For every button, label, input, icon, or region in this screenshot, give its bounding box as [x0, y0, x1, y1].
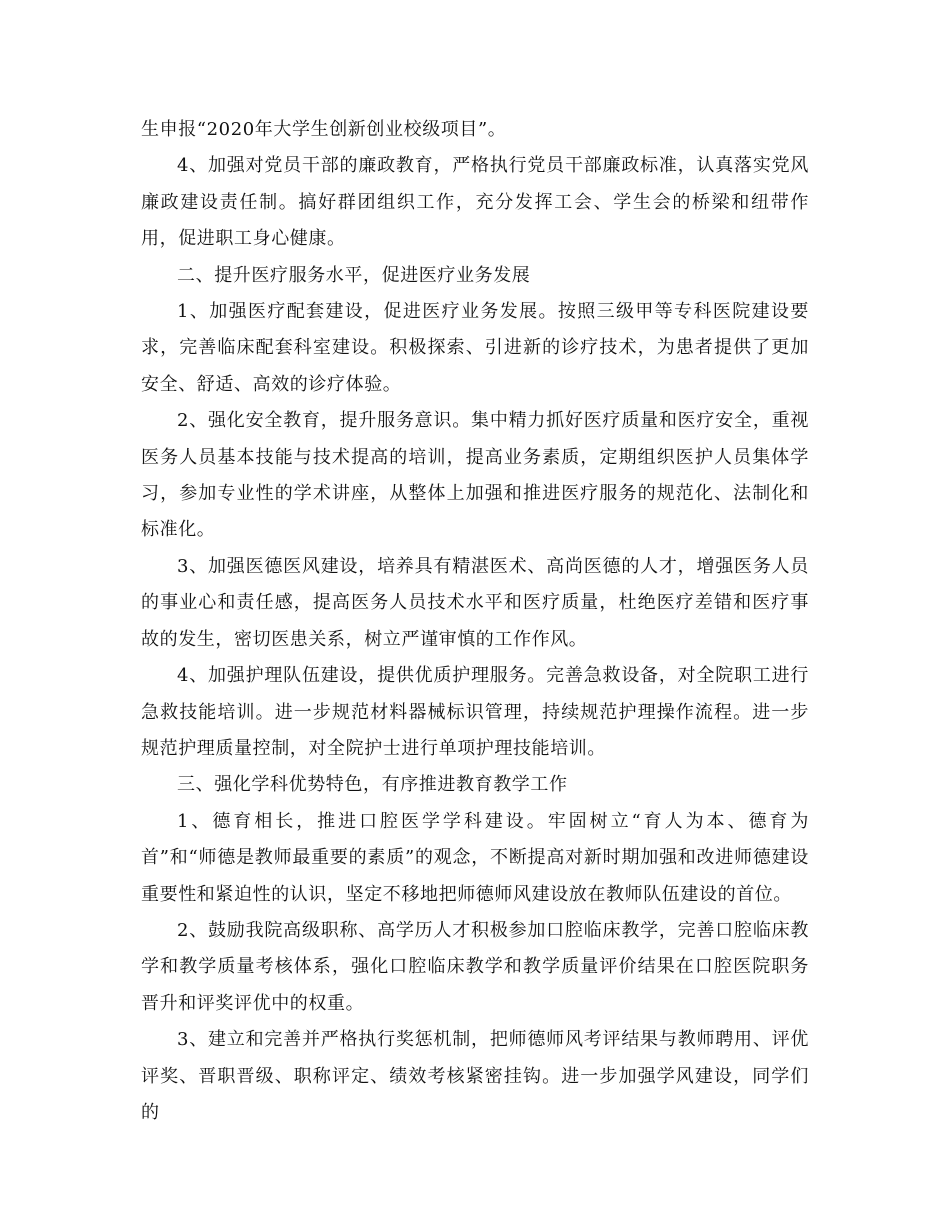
paragraph-medical-facilities: 1、加强医疗配套建设，促进医疗业务发展。按照三级甲等专科医院建设要求，完善临床配套科室建设。积极探索、引进新的诊疗技术，为患者提供了更加安全、舒适、高效的诊疗体验。: [141, 301, 809, 395]
paragraph-reward-mechanism: 3、建立和完善并严格执行奖惩机制，把师德师风考评结果与教师聘用、评优评奖、晋职晋级、职称评定、绩效考核紧密挂钩。进一步加强学风建设，同学们的: [141, 1029, 809, 1123]
paragraph-safety-education: 2、强化安全教育，提升服务意识。集中精力抓好医疗质量和医疗安全，重视医务人员基本技能与技术提高的培训，提高业务素质，定期组织医护人员集体学习，参加专业性的学术讲座，从整体上加强和推进医疗服务的规范化、法制化和标准化。: [141, 410, 809, 541]
section-heading-medical-service: 二、提升医疗服务水平，促进医疗业务发展: [177, 264, 531, 286]
paragraph-nursing-team: 4、加强护理队伍建设，提供优质护理服务。完善急救设备，对全院职工进行急救技能培训。进一步规范材料器械标识管理，持续规范护理操作流程。进一步规范护理质量控制，对全院护士进行单项护理技能培训。: [141, 665, 809, 759]
paragraph-clinical-teaching: 2、鼓励我院高级职称、高学历人才积极参加口腔临床教学，完善口腔临床教学和教学质量考核体系，强化口腔临床教学和教学质量评价结果在口腔医院职务晋升和评奖评优中的权重。: [141, 919, 809, 1014]
paragraph-moral-education: 1、德育相长，推进口腔医学学科建设。牢固树立“育人为本、德育为首”和“师德是教师最重要的素质”的观念，不断提高对新时期加强和改进师德建设重要性和紧迫性的认识，坚定不移地把师德师风建设放在教师队伍建设的首位。: [141, 810, 809, 905]
paragraph-medical-ethics: 3、加强医德医风建设，培养具有精湛医术、高尚医德的人才，增强医务人员的事业心和责任感，提高医务人员技术水平和医疗质量，杜绝医疗差错和医疗事故的发生，密切医患关系，树立严谨审慎的工作作风。: [141, 555, 809, 650]
paragraph-party-integrity: 4、加强对党员干部的廉政教育，严格执行党员干部廉政标准，认真落实党风廉政建设责任制。搞好群团组织工作，充分发挥工会、学生会的桥梁和纽带作用，促进职工身心健康。: [141, 155, 809, 250]
section-heading-education: 三、强化学科优势特色，有序推进教育教学工作: [177, 774, 568, 796]
document-body: [141, 112, 809, 1131]
paragraph-continuation: 生申报“2020年大学生创新创业校级项目”。: [141, 119, 507, 140]
